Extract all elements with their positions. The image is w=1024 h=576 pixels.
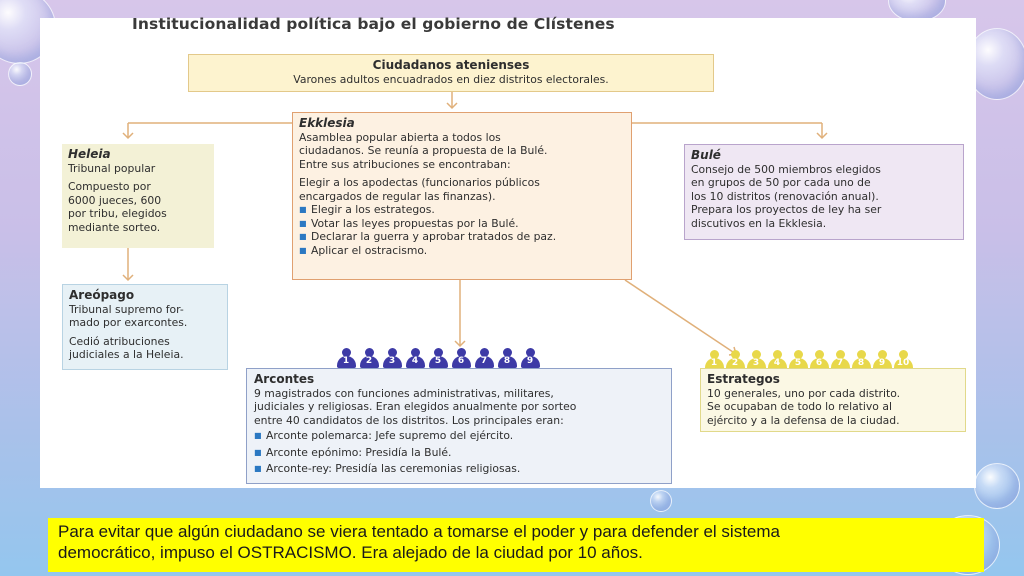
heleia-heading: Heleia: [68, 147, 111, 161]
arcontes-line: judiciales y religiosas. Eran elegidos anualmente por sorteo: [254, 400, 577, 413]
ciudadanos-heading: Ciudadanos atenienses: [372, 58, 530, 72]
ekklesia-bullet: ■ Declarar la guerra y aprobar tratados de paz.: [299, 230, 625, 244]
person-figure-icon: [474, 348, 494, 368]
person-figure-icon: [405, 348, 425, 368]
heleia-line: Tribunal popular: [68, 161, 156, 175]
ekklesia-line: ciudadanos. Se reunía a propuesta de la Bulé.: [299, 144, 548, 157]
person-figure-icon: [830, 350, 850, 370]
person-figure-icon: [359, 348, 379, 368]
person-figure-icon: [497, 348, 517, 368]
person-figure-icon: [725, 350, 745, 370]
bule-box: [684, 144, 964, 240]
caption-line: democrático, impuso el OSTRACISMO. Era alejado de la ciudad por 10 años.: [58, 543, 643, 562]
arcontes-bullets: [254, 429, 664, 476]
arcontes-figures: [336, 348, 540, 368]
bule-line: en grupos de 50 por cada uno de: [691, 176, 871, 189]
areopago-para: judiciales a la Heleia.: [69, 348, 184, 361]
person-figure-icon: [382, 348, 402, 368]
estrategos-line: 10 generales, uno por cada distrito.: [707, 386, 901, 400]
heleia-box: [62, 144, 214, 248]
ciudadanos-box: [188, 54, 714, 92]
person-figure-icon: [767, 350, 787, 370]
figure-number: 9: [526, 356, 534, 366]
bule-line: Consejo de 500 miembros elegidos: [691, 162, 881, 176]
heleia-para: Compuesto por: [68, 180, 151, 193]
arcontes-line: entre 40 candidatos de los distritos. Los principales eran:: [254, 413, 564, 427]
figure-number: 9: [878, 358, 886, 368]
estrategos-line: Se ocupaban de todo lo relativo al: [707, 400, 892, 413]
figure-number: 10: [896, 358, 910, 368]
ekklesia-heading: Ekklesia: [299, 116, 355, 130]
estrategos-box: [700, 368, 966, 432]
ekklesia-bullet: ■ Votar las leyes propuestas por la Bulé.: [299, 217, 625, 231]
figure-number: 7: [480, 356, 488, 366]
bule-line: Prepara los proyectos de ley ha ser: [691, 203, 882, 216]
bubble-decoration: [974, 463, 1020, 509]
ekklesia-para: encargados de regular las finanzas).: [299, 189, 496, 203]
areopago-para: Cedió atribuciones: [69, 334, 170, 348]
arcontes-bullet: ■ Arconte epónimo: Presidía la Bulé.: [254, 446, 664, 460]
diagram-panel: [40, 15, 976, 488]
bule-line: los 10 distritos (renovación anual).: [691, 189, 879, 203]
areopago-heading: Areópago: [69, 288, 135, 302]
figure-number: 1: [342, 356, 350, 366]
diagram-title: Institucionalidad política bajo el gobierno de Clístenes: [132, 15, 615, 33]
figure-number: 5: [434, 356, 442, 366]
estrategos-heading: Estrategos: [707, 372, 780, 386]
person-figure-icon: [746, 350, 766, 370]
person-figure-icon: [872, 350, 892, 370]
estrategos-line: ejército y a la defensa de la ciudad.: [707, 413, 900, 427]
bule-heading: Bulé: [691, 148, 721, 162]
arcontes-heading: Arcontes: [254, 372, 315, 386]
ekklesia-box: [292, 112, 632, 280]
figure-number: 3: [388, 356, 396, 366]
bubble-decoration: [650, 490, 672, 512]
figure-number: 5: [794, 358, 802, 368]
person-figure-icon: [704, 350, 724, 370]
figure-number: 6: [457, 356, 465, 366]
figure-number: 1: [710, 358, 718, 368]
ekklesia-para: Elegir a los apodectas (funcionarios públicos: [299, 176, 540, 189]
figure-number: 2: [365, 356, 373, 366]
arcontes-bullet: ■ Arconte-rey: Presidía las ceremonias religiosas.: [254, 462, 664, 476]
ekklesia-line: Asamblea popular abierta a todos los: [299, 130, 501, 144]
figure-number: 4: [411, 356, 419, 366]
figure-number: 8: [857, 358, 865, 368]
ekklesia-line: Entre sus atribuciones se encontraban:: [299, 157, 511, 171]
heleia-para: por tribu, elegidos: [68, 207, 167, 220]
person-figure-icon: [336, 348, 356, 368]
person-figure-icon: [851, 350, 871, 370]
ciudadanos-text: Varones adultos encuadrados en diez distritos electorales.: [293, 72, 609, 86]
figure-number: 2: [731, 358, 739, 368]
bule-line: discutivos en la Ekklesia.: [691, 216, 827, 230]
estrategos-figures: [704, 350, 913, 370]
heleia-para: 6000 jueces, 600: [68, 193, 162, 207]
arcontes-box: [246, 368, 672, 484]
person-figure-icon: [809, 350, 829, 370]
person-figure-icon: [451, 348, 471, 368]
bubble-decoration: [8, 62, 32, 86]
areopago-line: Tribunal supremo for-: [69, 302, 184, 316]
ekklesia-bullets: [299, 203, 625, 257]
figure-number: 6: [815, 358, 823, 368]
arcontes-bullet: ■ Arconte polemarca: Jefe supremo del ejército.: [254, 429, 664, 443]
arcontes-line: 9 magistrados con funciones administrativas, militares,: [254, 386, 554, 400]
ekklesia-bullet: ■ Aplicar el ostracismo.: [299, 244, 625, 258]
person-figure-icon: [428, 348, 448, 368]
figure-number: 8: [503, 356, 511, 366]
person-figure-icon: [520, 348, 540, 368]
areopago-line: mado por exarcontes.: [69, 316, 188, 329]
figure-number: 3: [752, 358, 760, 368]
caption-box: [48, 518, 984, 572]
caption-line: Para evitar que algún ciudadano se viera tentado a tomarse el poder y para defender el sistema: [58, 522, 781, 541]
areopago-box: [62, 284, 228, 370]
figure-number: 4: [773, 358, 781, 368]
person-figure-icon: [893, 350, 913, 370]
figure-number: 7: [836, 358, 844, 368]
heleia-para: mediante sorteo.: [68, 220, 161, 234]
person-figure-icon: [788, 350, 808, 370]
ekklesia-bullet: ■ Elegir a los estrategos.: [299, 203, 625, 217]
